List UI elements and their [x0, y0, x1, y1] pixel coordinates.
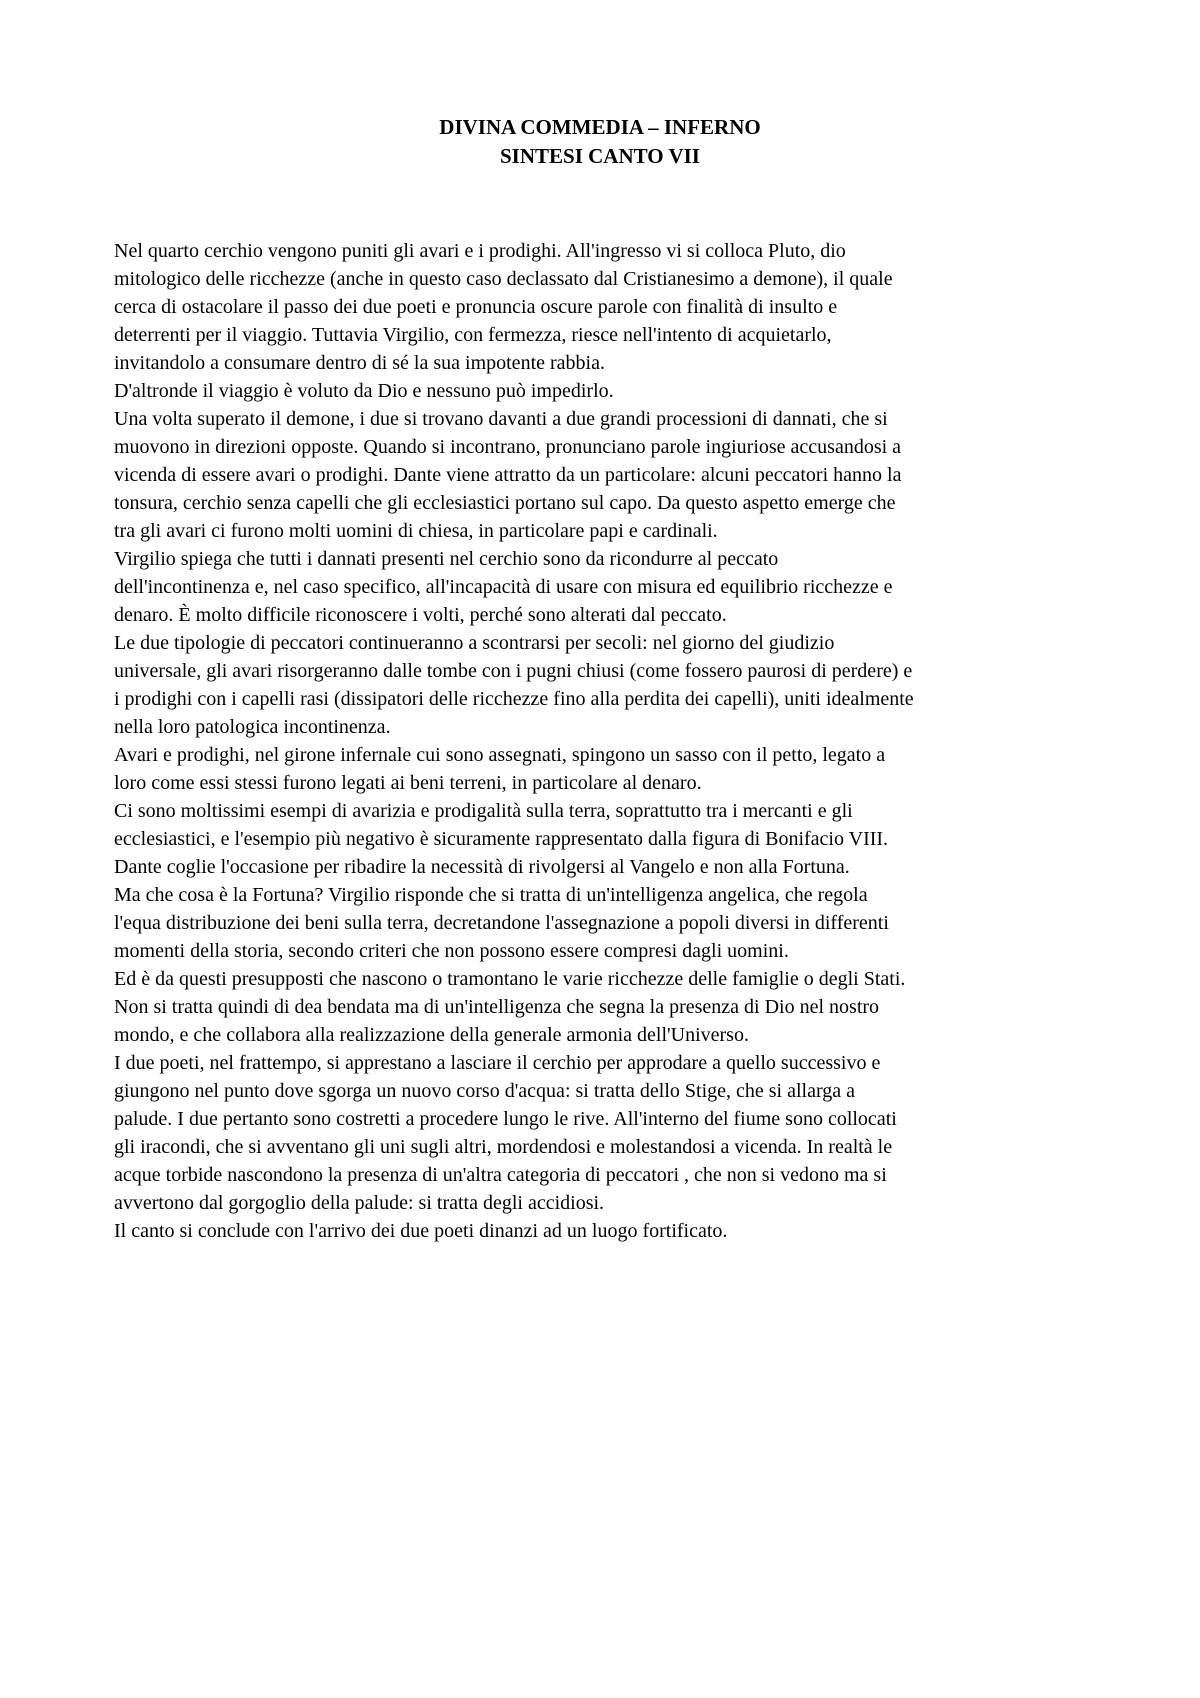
text-line: l'equa distribuzione dei beni sulla terra, decretandone l'assegnazione a popoli diversi in differenti [114, 912, 889, 934]
text-line: Ma che cosa è la Fortuna? Virgilio risponde che si tratta di un'intelligenza angelica, che regola [114, 884, 868, 906]
text-line: deterrenti per il viaggio. Tuttavia Virgilio, con fermezza, riesce nell'intento di acquietarlo, [114, 324, 832, 346]
text-line: cerca di ostacolare il passo dei due poeti e pronuncia oscure parole con finalità di insulto e [114, 296, 838, 318]
summary-body [114, 237, 1114, 1245]
text-line: avvertono dal gorgoglio della palude: si tratta degli accidiosi. [114, 1192, 605, 1214]
text-line: i prodighi con i capelli rasi (dissipatori delle ricchezze fino alla perdita dei capelli), uniti idealmente [114, 688, 914, 710]
text-line: Dante coglie l'occasione per ribadire la necessità di rivolgersi al Vangelo e non alla Fortuna. [114, 856, 850, 878]
text-line: gli iracondi, che si avventano gli uni sugli altri, mordendosi e molestandosi a vicenda. In realtà le [114, 1136, 893, 1158]
document-title [0, 113, 1200, 171]
text-line: palude. I due pertanto sono costretti a procedere lungo le rive. All'interno del fiume sono collocati [114, 1108, 897, 1130]
text-line: muovono in direzioni opposte. Quando si incontrano, pronunciano parole ingiuriose accusandosi a [114, 436, 902, 458]
text-line: Una volta superato il demone, i due si trovano davanti a due grandi processioni di dannati, che si [114, 408, 888, 430]
text-line: ecclesiastici, e l'esempio più negativo è sicuramente rappresentato dalla figura di Bonifacio VIII. [114, 828, 889, 850]
text-line: giungono nel punto dove sgorga un nuovo corso d'acqua: si tratta dello Stige, che si allarga a [114, 1080, 856, 1102]
text-line: Ed è da questi presupposti che nascono o tramontano le varie ricchezze delle famiglie o degli Stati. [114, 968, 906, 990]
text-line: momenti della storia, secondo criteri che non possono essere compresi dagli uomini. [114, 940, 789, 962]
title-line-1: DIVINA COMMEDIA – INFERNO [439, 115, 761, 139]
text-line: Non si tratta quindi di dea bendata ma di un'intelligenza che segna la presenza di Dio nel nostro [114, 996, 880, 1018]
text-line: Il canto si conclude con l'arrivo dei due poeti dinanzi ad un luogo fortificato. [114, 1220, 728, 1242]
text-line: invitandolo a consumare dentro di sé la sua impotente rabbia. [114, 352, 605, 374]
text-line: vicenda di essere avari o prodighi. Dante viene attratto da un particolare: alcuni peccatori hanno la [114, 464, 902, 486]
text-line: Ci sono moltissimi esempi di avarizia e prodigalità sulla terra, soprattutto tra i mercanti e gli [114, 800, 853, 822]
title-line-2: SINTESI CANTO VII [500, 144, 700, 168]
text-line: D'altronde il viaggio è voluto da Dio e nessuno può impedirlo. [114, 380, 614, 402]
text-line: acque torbide nascondono la presenza di un'altra categoria di peccatori , che non si vedono ma si [114, 1164, 887, 1186]
text-line: universale, gli avari risorgeranno dalle tombe con i pugni chiusi (come fossero paurosi di perdere) e [114, 660, 913, 682]
text-line: denaro. È molto difficile riconoscere i volti, perché sono alterati dal peccato. [114, 604, 727, 626]
text-line: Virgilio spiega che tutti i dannati presenti nel cerchio sono da ricondurre al peccato [114, 548, 779, 570]
text-line: mondo, e che collabora alla realizzazione della generale armonia dell'Universo. [114, 1024, 749, 1046]
text-line: mitologico delle ricchezze (anche in questo caso declassato dal Cristianesimo a demone), il quale [114, 268, 893, 290]
text-line: tra gli avari ci furono molti uomini di chiesa, in particolare papi e cardinali. [114, 520, 718, 542]
text-line: I due poeti, nel frattempo, si apprestano a lasciare il cerchio per approdare a quello successivo e [114, 1052, 881, 1074]
text-line: Nel quarto cerchio vengono puniti gli avari e i prodighi. All'ingresso vi si colloca Pluto, dio [114, 240, 846, 262]
text-line: nella loro patologica incontinenza. [114, 716, 391, 738]
text-line: loro come essi stessi furono legati ai beni terreni, in particolare al denaro. [114, 772, 702, 794]
text-line: Le due tipologie di peccatori continueranno a scontrarsi per secoli: nel giorno del giudizio [114, 632, 835, 654]
text-line: dell'incontinenza e, nel caso specifico, all'incapacità di usare con misura ed equilibrio ricchezze e [114, 576, 893, 598]
text-line: Avari e prodighi, nel girone infernale cui sono assegnati, spingono un sasso con il petto, legato a [114, 744, 886, 766]
text-line: tonsura, cerchio senza capelli che gli ecclesiastici portano sul capo. Da questo aspetto emerge che [114, 492, 896, 514]
